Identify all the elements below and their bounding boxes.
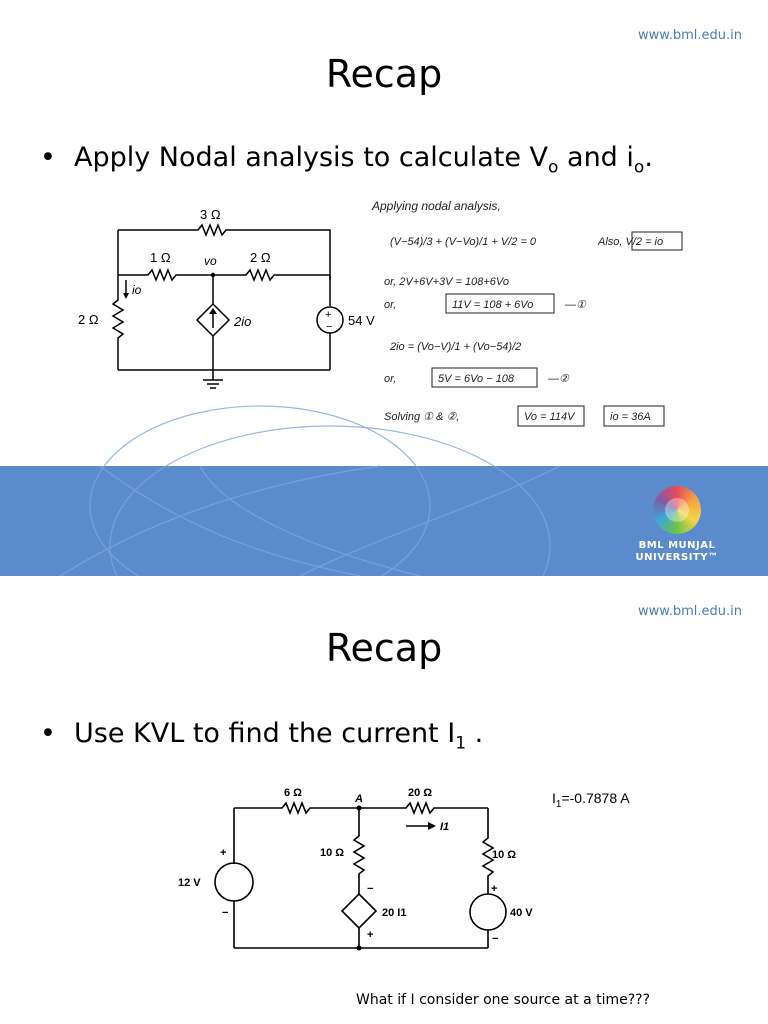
- current-io-label: io: [132, 283, 142, 297]
- node-a-label: A: [355, 793, 363, 805]
- answer-suffix: =-0.7878 A: [561, 790, 630, 806]
- resistor-1ohm-label: 1 Ω: [150, 250, 171, 265]
- notes-result-io: io = 36A: [610, 411, 651, 423]
- circuit-diagram-2: [170, 776, 550, 966]
- minus-sign-right: −: [492, 933, 499, 945]
- notes-equation-1: (V−54)/3 + (V−Vo)/1 + V/2 = 0: [390, 236, 537, 248]
- bullet-part-1: Use KVL to find the current I: [74, 718, 456, 749]
- bullet-subscript-1: o: [548, 157, 559, 178]
- plus-sign-right: +: [491, 883, 498, 895]
- notes-solving: Solving ① & ②,: [384, 411, 460, 423]
- answer-text: [552, 790, 630, 810]
- university-banner: [0, 466, 768, 576]
- resistor-2ohm-mid-label: 2 Ω: [250, 250, 271, 265]
- dependent-source-label: 2io: [234, 314, 252, 329]
- bullet-part-2: and i: [558, 142, 634, 173]
- notes-line-2: or, 2V+6V+3V = 108+6Vo: [384, 276, 509, 288]
- notes-result-vo: Vo = 114V: [524, 411, 575, 423]
- bullet-part-1: Apply Nodal analysis to calculate V: [74, 142, 549, 173]
- bullet-subscript-2: o: [633, 157, 645, 178]
- answer-prefix: I: [552, 790, 556, 806]
- slide-title: Recap: [325, 52, 443, 96]
- bullet-dot: •: [40, 142, 56, 173]
- notes-equation-4: 2io = (Vo−V)/1 + (Vo−54)/2: [390, 341, 522, 353]
- bullet-text: [40, 718, 483, 753]
- university-logo-icon: [653, 486, 701, 534]
- bullet-part-3: .: [644, 142, 653, 173]
- bullet-text: [40, 142, 653, 177]
- notes-marker-2: —②: [548, 373, 569, 385]
- resistor-10ohm-right-label: 10 Ω: [492, 849, 517, 861]
- circuit-diagram-1: [70, 200, 375, 400]
- resistor-10ohm-mid-label: 10 Ω: [320, 847, 345, 859]
- footer-question: What if I consider one source at a time???: [356, 992, 651, 1008]
- plus-sign: +: [325, 309, 332, 321]
- university-name-line-2: UNIVERSITY™: [635, 552, 719, 563]
- notes-line-0: Applying nodal analysis,: [372, 199, 501, 213]
- source-12v-label: 12 V: [178, 877, 201, 889]
- handwritten-notes: [370, 190, 700, 440]
- bullet-dot: •: [40, 718, 56, 749]
- minus-sign-left: −: [222, 907, 229, 919]
- website-url[interactable]: www.bml.edu.in: [638, 28, 742, 43]
- notes-marker-1: —①: [565, 299, 586, 311]
- bullet-subscript: 1: [455, 733, 467, 754]
- resistor-20ohm-label: 20 Ω: [408, 787, 433, 799]
- answer-subscript: 1: [555, 798, 562, 810]
- dependent-source-label: 20 I1: [382, 907, 407, 919]
- minus-sign: −: [326, 321, 333, 333]
- plus-sign-left: +: [220, 847, 227, 859]
- university-logo[interactable]: [622, 486, 732, 564]
- slide-1: [0, 0, 768, 466]
- notes-line-5-prefix: or,: [384, 373, 397, 385]
- source-40v-label: 40 V: [510, 907, 533, 919]
- notes-line-3-prefix: or,: [384, 299, 397, 311]
- notes-also: Also, V/2 = io: [598, 236, 664, 248]
- resistor-3ohm-label: 3 Ω: [200, 207, 221, 222]
- slide-title: Recap: [325, 626, 443, 670]
- node-vo-label: vo: [204, 254, 217, 268]
- university-name-line-1: BML MUNJAL: [638, 540, 716, 551]
- resistor-6ohm-label: 6 Ω: [284, 787, 302, 799]
- minus-sign-middle: −: [367, 883, 374, 895]
- resistor-2ohm-side-label: 2 Ω: [78, 312, 99, 327]
- website-url[interactable]: www.bml.edu.in: [638, 604, 742, 619]
- notes-equation-3: 11V = 108 + 6Vo: [452, 299, 534, 311]
- slide-2: [0, 576, 768, 1024]
- current-i1-label: I1: [440, 821, 450, 833]
- voltage-source-label: 54 V: [348, 313, 375, 328]
- bullet-part-2: .: [466, 718, 484, 749]
- notes-equation-5: 5V = 6Vo − 108: [438, 373, 515, 385]
- plus-sign-middle: +: [367, 929, 374, 941]
